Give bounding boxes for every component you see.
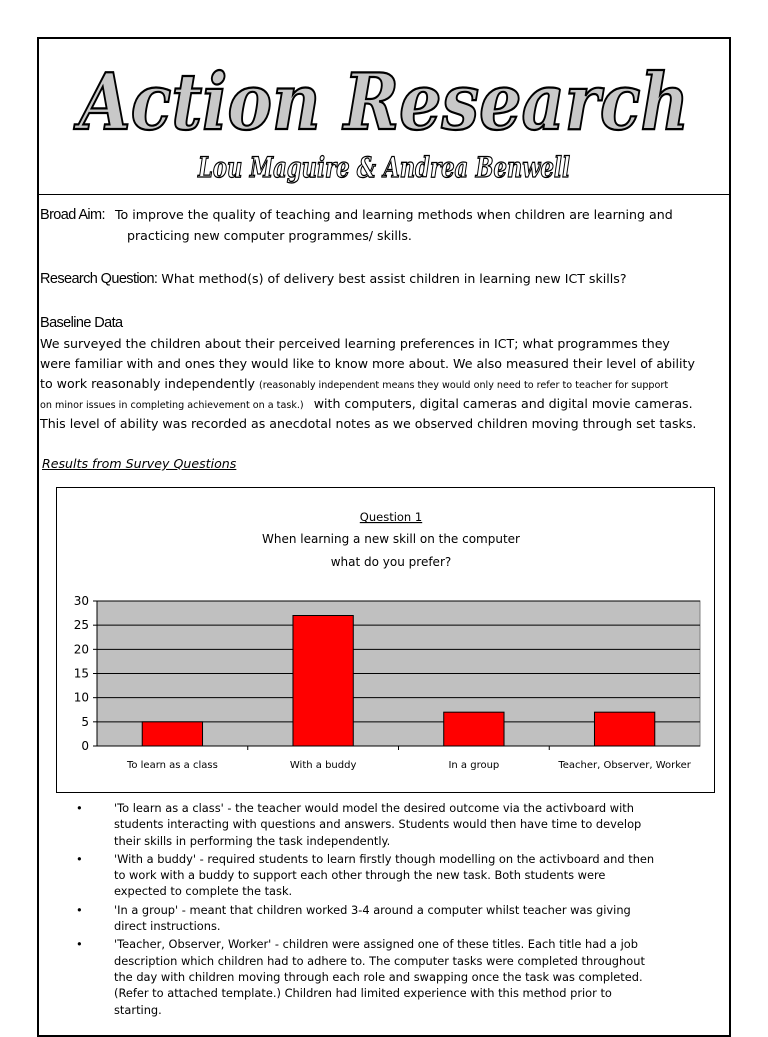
y-tick-label: 30 xyxy=(73,594,89,608)
bar xyxy=(594,712,654,746)
broad-aim-line1 xyxy=(40,205,673,225)
list-item xyxy=(74,800,714,849)
baseline-line5: This level of ability was recorded as anecdotal notes as we observed children moving through set tasks. xyxy=(40,416,697,431)
baseline-line3a: to work reasonably independently xyxy=(40,376,255,391)
baseline-line2: were familiar with and ones they would like to know more about. We also measured their level of ability xyxy=(40,356,695,371)
chart-title-line2: When learning a new skill on the computer xyxy=(262,532,520,546)
list-item xyxy=(74,851,714,900)
bullet-line: students interacting with questions and answers. Students would then have time to develop xyxy=(114,817,642,832)
x-tick-label: To learn as a class xyxy=(126,760,218,771)
bullet-icon: • xyxy=(76,801,83,815)
baseline-line4 xyxy=(40,394,693,416)
bullet-line: expected to complete the task. xyxy=(114,884,293,899)
page-title: Action Research xyxy=(73,57,689,148)
y-tick-label: 25 xyxy=(73,618,89,633)
broad-aim-label: Broad Aim: xyxy=(40,207,105,223)
broad-aim-line2: practicing new computer programmes/ skills. xyxy=(127,228,412,243)
baseline-line3b: (reasonably independent means they would only need to refer to teacher for support xyxy=(258,380,669,391)
y-tick-label: 15 xyxy=(73,666,89,681)
bar xyxy=(293,616,353,747)
header xyxy=(39,39,729,195)
baseline-line4a: on minor issues in completing achievement on a task.) xyxy=(40,400,304,411)
bar xyxy=(142,722,202,746)
bullet-line: the day with children moving through each role and swapping once the task was completed. xyxy=(114,969,643,984)
chart-title-line1: Question 1 xyxy=(359,510,423,524)
broad-aim-text: To improve the quality of teaching and learning methods when children are learning and xyxy=(114,207,673,222)
baseline-line4b: with computers, digital cameras and digital movie cameras. xyxy=(313,396,693,411)
chart-container xyxy=(56,487,715,793)
bullet-line: 'To learn as a class' - the teacher would model the desired outcome via the activboard with xyxy=(114,801,634,815)
y-tick-label: 0 xyxy=(81,739,89,753)
y-tick-label: 5 xyxy=(81,714,89,729)
baseline-label: Baseline Data xyxy=(40,315,123,331)
y-tick-label: 20 xyxy=(73,642,89,657)
chart-title-line3: what do you prefer? xyxy=(330,555,452,569)
list-item xyxy=(74,902,714,935)
bullet-line: (Refer to attached template.) Children had limited experience with this method prior to xyxy=(114,986,612,1001)
title-banner xyxy=(39,39,729,194)
authors: Lou Maguire & Andrea Benwell xyxy=(197,151,570,184)
bullet-line: 'In a group' - meant that children worked 3-4 around a computer whilst teacher was giving xyxy=(114,902,631,917)
bar-chart xyxy=(57,488,713,791)
bullet-icon: • xyxy=(76,902,83,917)
page-frame xyxy=(37,37,731,1037)
list-item xyxy=(74,936,714,1017)
bullet-line: direct instructions. xyxy=(114,919,221,934)
plot-area xyxy=(74,594,700,771)
y-tick-label: 10 xyxy=(73,690,89,705)
baseline-line1: We surveyed the children about their perceived learning preferences in ICT; what programmes they xyxy=(40,336,670,351)
bullet-line: description which children had to adhere to. The computer tasks were completed throughout xyxy=(114,953,645,968)
research-question-text: What method(s) of delivery best assist children in learning new ICT skills? xyxy=(161,271,627,286)
research-question-label: Research Question: xyxy=(40,271,158,287)
bullet-line: starting. xyxy=(114,1002,162,1017)
x-tick-label: Teacher, Observer, Worker xyxy=(558,760,691,771)
bullet-icon: • xyxy=(76,937,83,952)
bullet-list xyxy=(74,800,714,1020)
baseline-line3 xyxy=(40,374,668,396)
x-tick-label: With a buddy xyxy=(289,760,357,771)
research-question xyxy=(40,269,627,289)
results-heading: Results from Survey Questions xyxy=(42,456,237,471)
bullet-line: to work with a buddy to support each other through the new task. Both students were xyxy=(114,868,606,883)
bullet-line: 'Teacher, Observer, Worker' - children were assigned one of these titles. Each title had a job xyxy=(114,937,638,952)
bar xyxy=(444,712,504,746)
bullet-icon: • xyxy=(76,851,83,866)
x-tick-label: In a group xyxy=(448,760,500,771)
bullet-line: 'With a buddy' - required students to learn firstly though modelling on the activboard and then xyxy=(114,851,655,866)
bullet-line: their skills in performing the task independently. xyxy=(114,833,391,848)
